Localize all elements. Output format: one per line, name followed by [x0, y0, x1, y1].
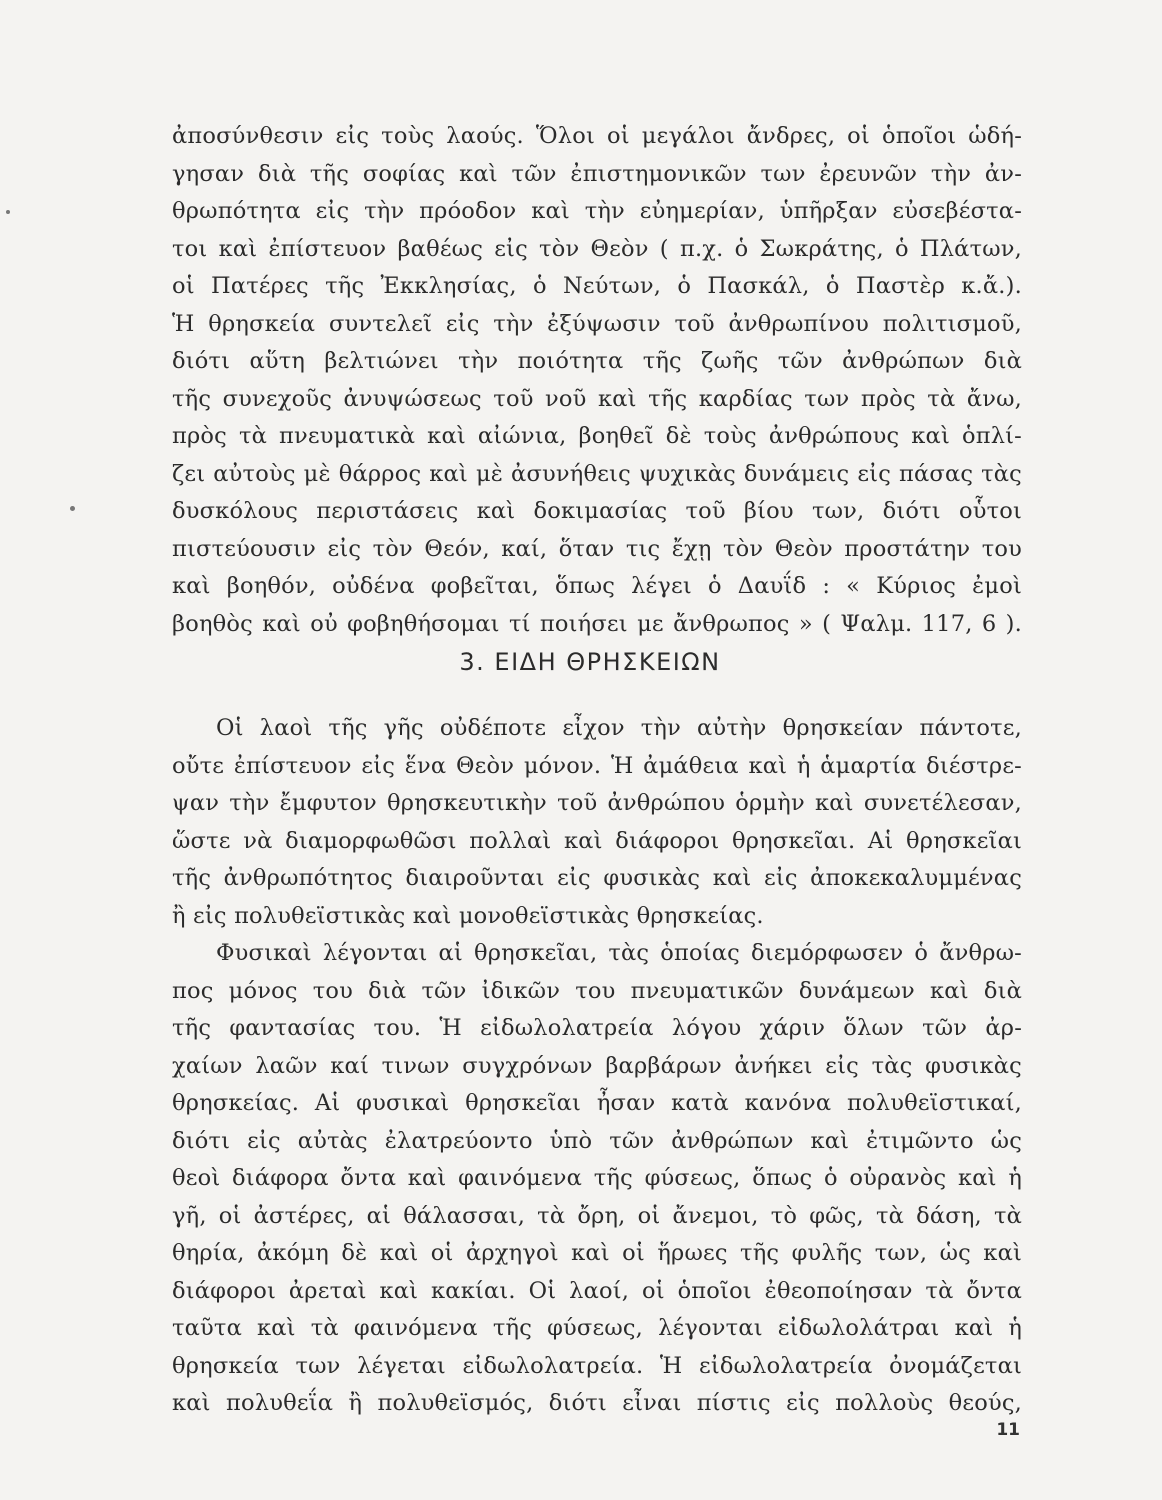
scan-speck: [6, 210, 10, 214]
text-line: Φυσικαὶ λέγονται αἱ θρησκεῖαι, τὰς ὁποίας διεμόρφωσεν ὁ ἄνθρω-: [216, 940, 1022, 966]
scan-speck: [70, 506, 75, 511]
text-line: πρὸς τὰ πνευματικὰ καὶ αἰώνια, βοηθεῖ δὲ τοὺς ἀνθρώπους καὶ ὁπλί-: [172, 423, 1022, 449]
text-line: Οἱ λαοὶ τῆς γῆς οὐδέποτε εἶχον τὴν αὐτὴν θρησκείαν πάντοτε,: [216, 715, 1022, 741]
text-line: δυσκόλους περιστάσεις καὶ δοκιμασίας τοῦ βίου των, διότι οὗτοι: [172, 498, 1022, 524]
text-line: θηρία, ἀκόμη δὲ καὶ οἱ ἀρχηγοὶ καὶ οἱ ἥρωες τῆς φυλῆς των, ὡς καὶ: [172, 1240, 1022, 1266]
text-line: θρωπότητα εἰς τὴν πρόοδον καὶ τὴν εὐημερίαν, ὑπῆρξαν εὐσεβέστα-: [172, 198, 1022, 224]
text-line: ἀποσύνθεσιν εἰς τοὺς λαούς. Ὅλοι οἱ μεγάλοι ἄνδρες, οἱ ὁποῖοι ὡδή-: [172, 123, 1022, 149]
text-line: χαίων λαῶν καί τινων συγχρόνων βαρβάρων ἀνήκει εἰς τὰς φυσικὰς: [172, 1052, 1022, 1079]
text-line: πος μόνος του διὰ τῶν ἰδικῶν του πνευματικῶν δυνάμεων καὶ διὰ: [172, 977, 1022, 1004]
text-line: πιστεύουσιν εἰς τὸν Θεόν, καί, ὅταν τις ἔχῃ τὸν Θεὸν προστάτην του: [172, 535, 1022, 562]
text-line: ζει αὐτοὺς μὲ θάρρος καὶ μὲ ἀσυνήθεις ψυχικὰς δυνάμεις εἰς πάσας τὰς: [172, 460, 1022, 487]
text-line: καὶ βοηθόν, οὐδένα φοβεῖται, ὅπως λέγει ὁ Δαυΐδ : « Κύριος ἐμοὶ: [172, 573, 1022, 599]
text-line: καὶ πολυθεΐα ἢ πολυθεϊσμός, διότι εἶναι πίστις εἰς πολλοὺς θεούς,: [172, 1390, 1022, 1416]
text-line: θρησκείας. Αἱ φυσικαὶ θρησκεῖαι ἦσαν κατὰ κανόνα πολυθεϊστικαί,: [172, 1090, 1022, 1116]
text-line: διότι εἰς αὐτὰς ἐλατρεύοντο ὑπὸ τῶν ἀνθρώπων καὶ ἐτιμῶντο ὡς: [172, 1127, 1022, 1154]
text-line: ταῦτα καὶ τὰ φαινόμενα τῆς φύσεως, λέγονται εἰδωλολάτραι καὶ ἡ: [172, 1315, 1022, 1341]
text-line: ἢ εἰς πολυθεϊστικὰς καὶ μονοθεϊστικὰς θρησκείας.: [172, 902, 764, 929]
text-line: οὔτε ἐπίστευον εἰς ἕνα Θεὸν μόνον. Ἡ ἀμάθεια καὶ ἡ ἁμαρτία διέστρε-: [172, 752, 1022, 779]
text-line: ὥστε νὰ διαμορφωθῶσι πολλαὶ καὶ διάφοροι θρησκεῖαι. Αἱ θρησκεῖαι: [172, 827, 1022, 854]
paragraph-top: [172, 118, 1022, 643]
paragraph-body: [172, 710, 1022, 1423]
text-line: Ἡ θρησκεία συντελεῖ εἰς τὴν ἐξύψωσιν τοῦ ἀνθρωπίνου πολιτισμοῦ,: [172, 310, 1022, 337]
text-line: ψαν τὴν ἔμφυτον θρησκευτικὴν τοῦ ἀνθρώπου ὁρμὴν καὶ συνετέλεσαν,: [172, 790, 1022, 816]
text-line: θεοὶ διάφορα ὄντα καὶ φαινόμενα τῆς φύσεως, ὅπως ὁ οὐρανὸς καὶ ἡ: [172, 1165, 1022, 1191]
text-line: διότι αὕτη βελτιώνει τὴν ποιότητα τῆς ζωῆς τῶν ἀνθρώπων διὰ: [172, 348, 1022, 374]
text-line: οἱ Πατέρες τῆς Ἐκκλησίας, ὁ Νεύτων, ὁ Πασκάλ, ὁ Παστὲρ κ.ἄ.).: [172, 273, 1022, 299]
text-line: τῆς φαντασίας του. Ἡ εἰδωλολατρεία λόγου χάριν ὅλων τῶν ἀρ-: [172, 1015, 1022, 1041]
page-number: 11: [996, 1420, 1020, 1440]
text-line: τοι καὶ ἐπίστευον βαθέως εἰς τὸν Θεὸν ( π.χ. ὁ Σωκράτης, ὁ Πλάτων,: [172, 235, 1022, 262]
text-line: γησαν διὰ τῆς σοφίας καὶ τῶν ἐπιστημονικῶν των ἐρευνῶν τὴν ἀν-: [172, 160, 1022, 187]
text-line: γῆ, οἱ ἀστέρες, αἱ θάλασσαι, τὰ ὄρη, οἱ ἄνεμοι, τὸ φῶς, τὰ δάση, τὰ: [172, 1202, 1022, 1229]
text-line: τῆς συνεχοῦς ἀνυψώσεως τοῦ νοῦ καὶ τῆς καρδίας των πρὸς τὰ ἄνω,: [172, 385, 1022, 412]
text-line: τῆς ἀνθρωπότητος διαιροῦνται εἰς φυσικὰς καὶ εἰς ἀποκεκαλυμμένας: [172, 865, 1022, 891]
text-line: διάφοροι ἀρεταὶ καὶ κακίαι. Οἱ λαοί, οἱ ὁποῖοι ἐθεοποίησαν τὰ ὄντα: [172, 1277, 1022, 1304]
text-line: θρησκεία των λέγεται εἰδωλολατρεία. Ἡ εἰδωλολατρεία ὀνομάζεται: [172, 1352, 1022, 1379]
section-heading: 3. ΕΙΔΗ ΘΡΗΣΚΕΙΩΝ: [459, 648, 721, 676]
text-line: βοηθὸς καὶ οὐ φοβηθήσομαι τί ποιήσει με ἄνθρωπος » ( Ψαλμ. 117, 6 ).: [172, 610, 1022, 637]
